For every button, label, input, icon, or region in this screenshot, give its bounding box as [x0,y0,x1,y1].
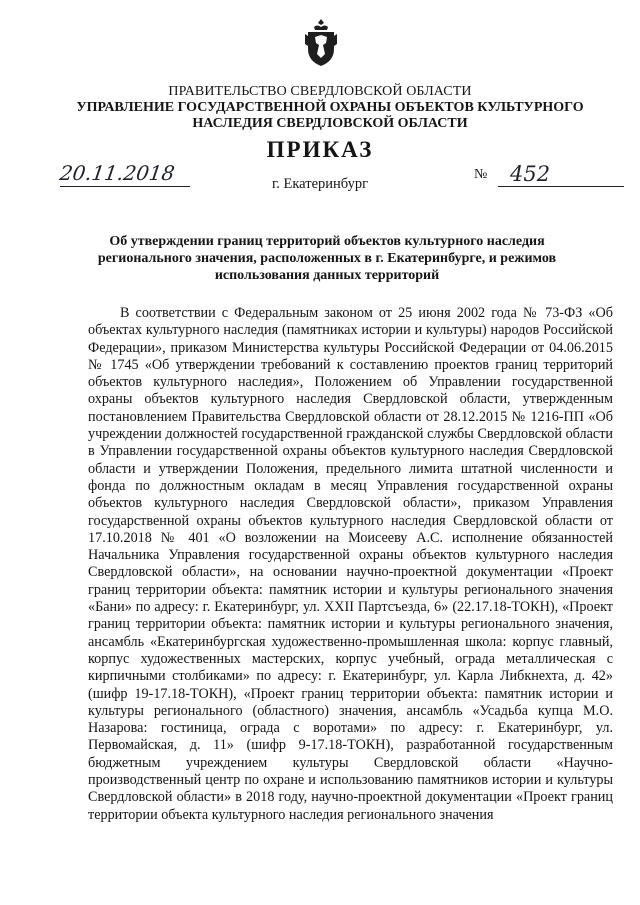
document-type-heading: ПРИКАЗ [266,137,374,162]
city-line: г. Екатеринбург [271,176,369,192]
coat-of-arms-emblem-icon [303,18,339,68]
government-name: ПРАВИТЕЛЬСТВО СВЕРДЛОВСКОЙ ОБЛАСТИ [168,84,472,99]
body-paragraph: В соответствии с Федеральным законом от 25 июня 2002 года № 73-ФЗ «Об объектах культурного наследия (памятниках истории и культуры) народов Российской Федерации», приказом Министерства культуры Российской Федерации от 04.06.2015 № 1745 «Об утверждении требований к составлению проектов границ территорий объектов культурного наследия», Положением об Управлении государственной охраны объектов культурного наследия Свердловской области, утвержденным постановлением Правительства Свердловской области от 28.12.2015 № 1216-ПП «Об учреждении должностей государственной гражданской службы Свердловской области в Управлении государственной охраны объектов культурного наследия Свердловской области и утверждении Положения, предельного лимита штатной численности и фонда по должностным окладам в месяц Управления государственной охраны объектов культурного наследия Свердловской области», приказом Управления государственной охраны объектов культурного наследия Свердловской области от 17.10.2018 № 401 «О возложении на Моисееву А.С. исполнение обязанностей Начальника Управления государственной охраны объектов культурного наследия Свердловской области», на основании научно-проектной документации «Проект границ территории объекта: памятник истории и культуры регионального значения «Бани» по адресу: г. Екатеринбург, ул. XXII Партсъезда, 6» (22.17.18-ТОКН), «Проект границ территории объекта: памятник истории и культуры регионального значения, ансамбль «Екатеринбургская художественно-промышленная школа: корпус главный, корпус художественных мастерских, корпус учебный, ограда металлическая с кирпичными столбиками» по адресу: г. Екатеринбург, ул. Карла Либкнехта, д. 42» (шифр 19-17.18-ТОКН), «Проект границ территории объекта: памятник истории и культуры регионального (областного) значения, ансамбль «Усадьба купца М.О. Назарова: гостиница, ограда с воротами» по адресу: г. Екатеринбург, ул. Первомайская, д. 11» (шифр 9-17.18-ТОКН), разработанной государственным бюджетным учреждением культуры Свердловской области «Научно-производственный центр по охране и использованию памятников истории и культуры Свердловской области» в 2018 году, научно-проектной документации «Проект границ территории объекта культурного наследия регионального значения [88,305,613,823]
order-title: Об утверждении границ территорий объектов культурного наследия регионального значения, расположенных в г. Екатеринбурге, и режимов использования данных территорий [97,234,557,283]
handwritten-date: 20.11.2018 [58,161,177,185]
number-sign: № [474,167,488,182]
department-name: УПРАВЛЕНИЕ ГОСУДАРСТВЕННОЙ ОХРАНЫ ОБЪЕКТОВ КУЛЬТУРНОГО НАСЛЕДИЯ СВЕРДЛОВСКОЙ ОБЛАСТИ [76,100,584,131]
handwritten-number: 452 [510,162,551,186]
